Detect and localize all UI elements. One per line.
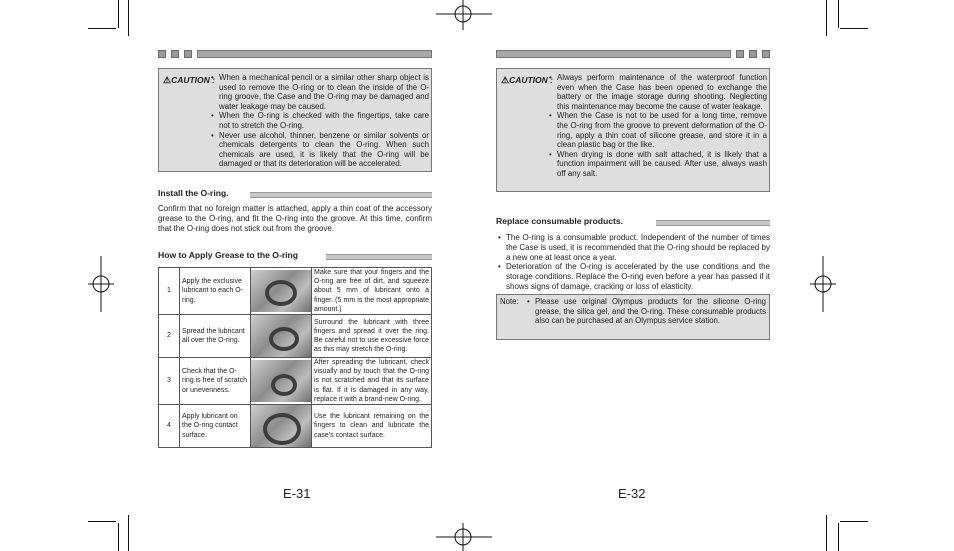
step-note: Make sure that your fingers and the O-ring are free of dirt, and squeeze about 5 mm of lubricant onto a finger. (5 mm is the most appropriate amount.): [312, 268, 432, 315]
step-action: Spread the lubricant all over the O-ring.: [180, 315, 251, 358]
step-number: 3: [159, 358, 180, 405]
caution-item: • When the Case is not to be used for a long time, remove the O-ring from the groove to prevent deformation of the O-ring, apply a thin coat of silicone grease, and store it in a clean plastic bag or the like.: [548, 111, 767, 149]
table-row: [159, 405, 432, 448]
step-photo: [251, 315, 312, 358]
step-photo: [251, 358, 312, 405]
caution-label: ⚠CAUTION :: [501, 75, 553, 85]
step-action: Apply the exclusive lubricant to each O-ring.: [180, 268, 251, 315]
note-label: Note:: [500, 297, 519, 306]
caution-item: • Always perform maintenance of the waterproof function even when the Case has been opened to exchange the battery or the image storage during shooting. Neglecting this maintenance may become the cause of water leakage.: [548, 73, 767, 111]
install-text: Confirm that no foreign matter is attached, apply a thin coat of the accessory grease to the O-ring, and fit the O-ring into the groove. At this time, confirm that the O-ring does not stick out from the groove.: [158, 204, 432, 233]
table-row: [159, 315, 432, 358]
step-note: After spreading the lubricant, check visually and by touch that the O-ring is not scratched and that its surface is flat. If it is damaged in any way, replace it with a brand-new O-ring.: [312, 358, 432, 405]
note-text: • Please use original Olympus products for the silicone O-ring grease, the silica gel, and the O-ring. These consumable products also can be purchased at an Olympus service station.: [527, 297, 766, 326]
caution-item: • Never use alcohol, thinner, benzene or similar solvents or chemicals detergents to clean the O-ring. When such chemicals are used, it is likely that the O-ring will be damaged or that its deterioration will be accelerated.: [210, 131, 429, 169]
replace-heading: Replace consumable products.: [496, 216, 624, 226]
caution-item: • When the O-ring is checked with the fingertips, take care not to stretch the O-ring.: [210, 111, 429, 130]
replace-list: [498, 233, 770, 292]
step-number: 2: [159, 315, 180, 358]
registration-mark-left-icon: [88, 256, 114, 312]
page-number: E-32: [618, 486, 646, 501]
caution-item: • When drying is done with salt attached, it is likely that a function impairment will be caused. After use, always wash off any salt.: [548, 150, 767, 179]
right-header-bar: [496, 50, 770, 58]
list-item: • Deterioration of the O-ring is accelerated by the use conditions and the storage conditions. Replace the O-ring even before a year has passed if it shows signs of damage, cracking or loss of elasticity.: [498, 262, 770, 291]
table-row: [159, 358, 432, 405]
list-item: • The O-ring is a consumable product. Independent of the number of times the Case is used, it is recommended that the O-ring should be replaced by a new one at least once a year.: [498, 233, 770, 262]
heading-rule: [250, 192, 432, 198]
registration-mark-top-icon: [436, 0, 492, 30]
grease-steps-table: [158, 267, 432, 448]
step-note: Use the lubricant remaining on the fingers to clean and lubricate the case's contact surface.: [312, 405, 432, 448]
step-number: 4: [159, 405, 180, 448]
right-caution-list: [548, 73, 767, 179]
step-number: 1: [159, 268, 180, 315]
step-photo: [251, 268, 312, 315]
step-note: Surround the lubricant with three fingers and spread it over the ring. Be careful not to use excessive force as this may stretch the O-ring.: [312, 315, 432, 358]
table-row: [159, 268, 432, 315]
caution-item: • When a mechanical pencil or a similar other sharp object is used to remove the O-ring or to clean the inside of the O-ring groove, the Case and the O-ring may be damaged and water leakage may be caused.: [210, 73, 429, 111]
grease-heading: How to Apply Grease to the O-ring: [158, 250, 299, 260]
install-heading: Install the O-ring.: [158, 188, 229, 198]
left-header-bar: [158, 50, 432, 58]
step-photo: [251, 405, 312, 448]
heading-rule: [656, 220, 770, 226]
registration-mark-bottom-icon: [436, 523, 492, 551]
note-box: [496, 294, 770, 340]
page-number: E-31: [283, 486, 311, 501]
step-action: Apply lubricant on the O-ring contact surface.: [180, 405, 251, 448]
warning-triangle-icon: ⚠: [163, 75, 172, 85]
heading-rule: [326, 254, 432, 260]
warning-triangle-icon: ⚠: [501, 75, 510, 85]
step-action: Check that the O-ring is free of scratch or unevenness.: [180, 358, 251, 405]
left-caution-list: [210, 73, 429, 169]
caution-label: ⚠CAUTION :: [163, 75, 215, 85]
left-caution-box: [158, 68, 432, 172]
right-caution-box: [496, 68, 770, 192]
registration-mark-right-icon: [810, 256, 836, 312]
